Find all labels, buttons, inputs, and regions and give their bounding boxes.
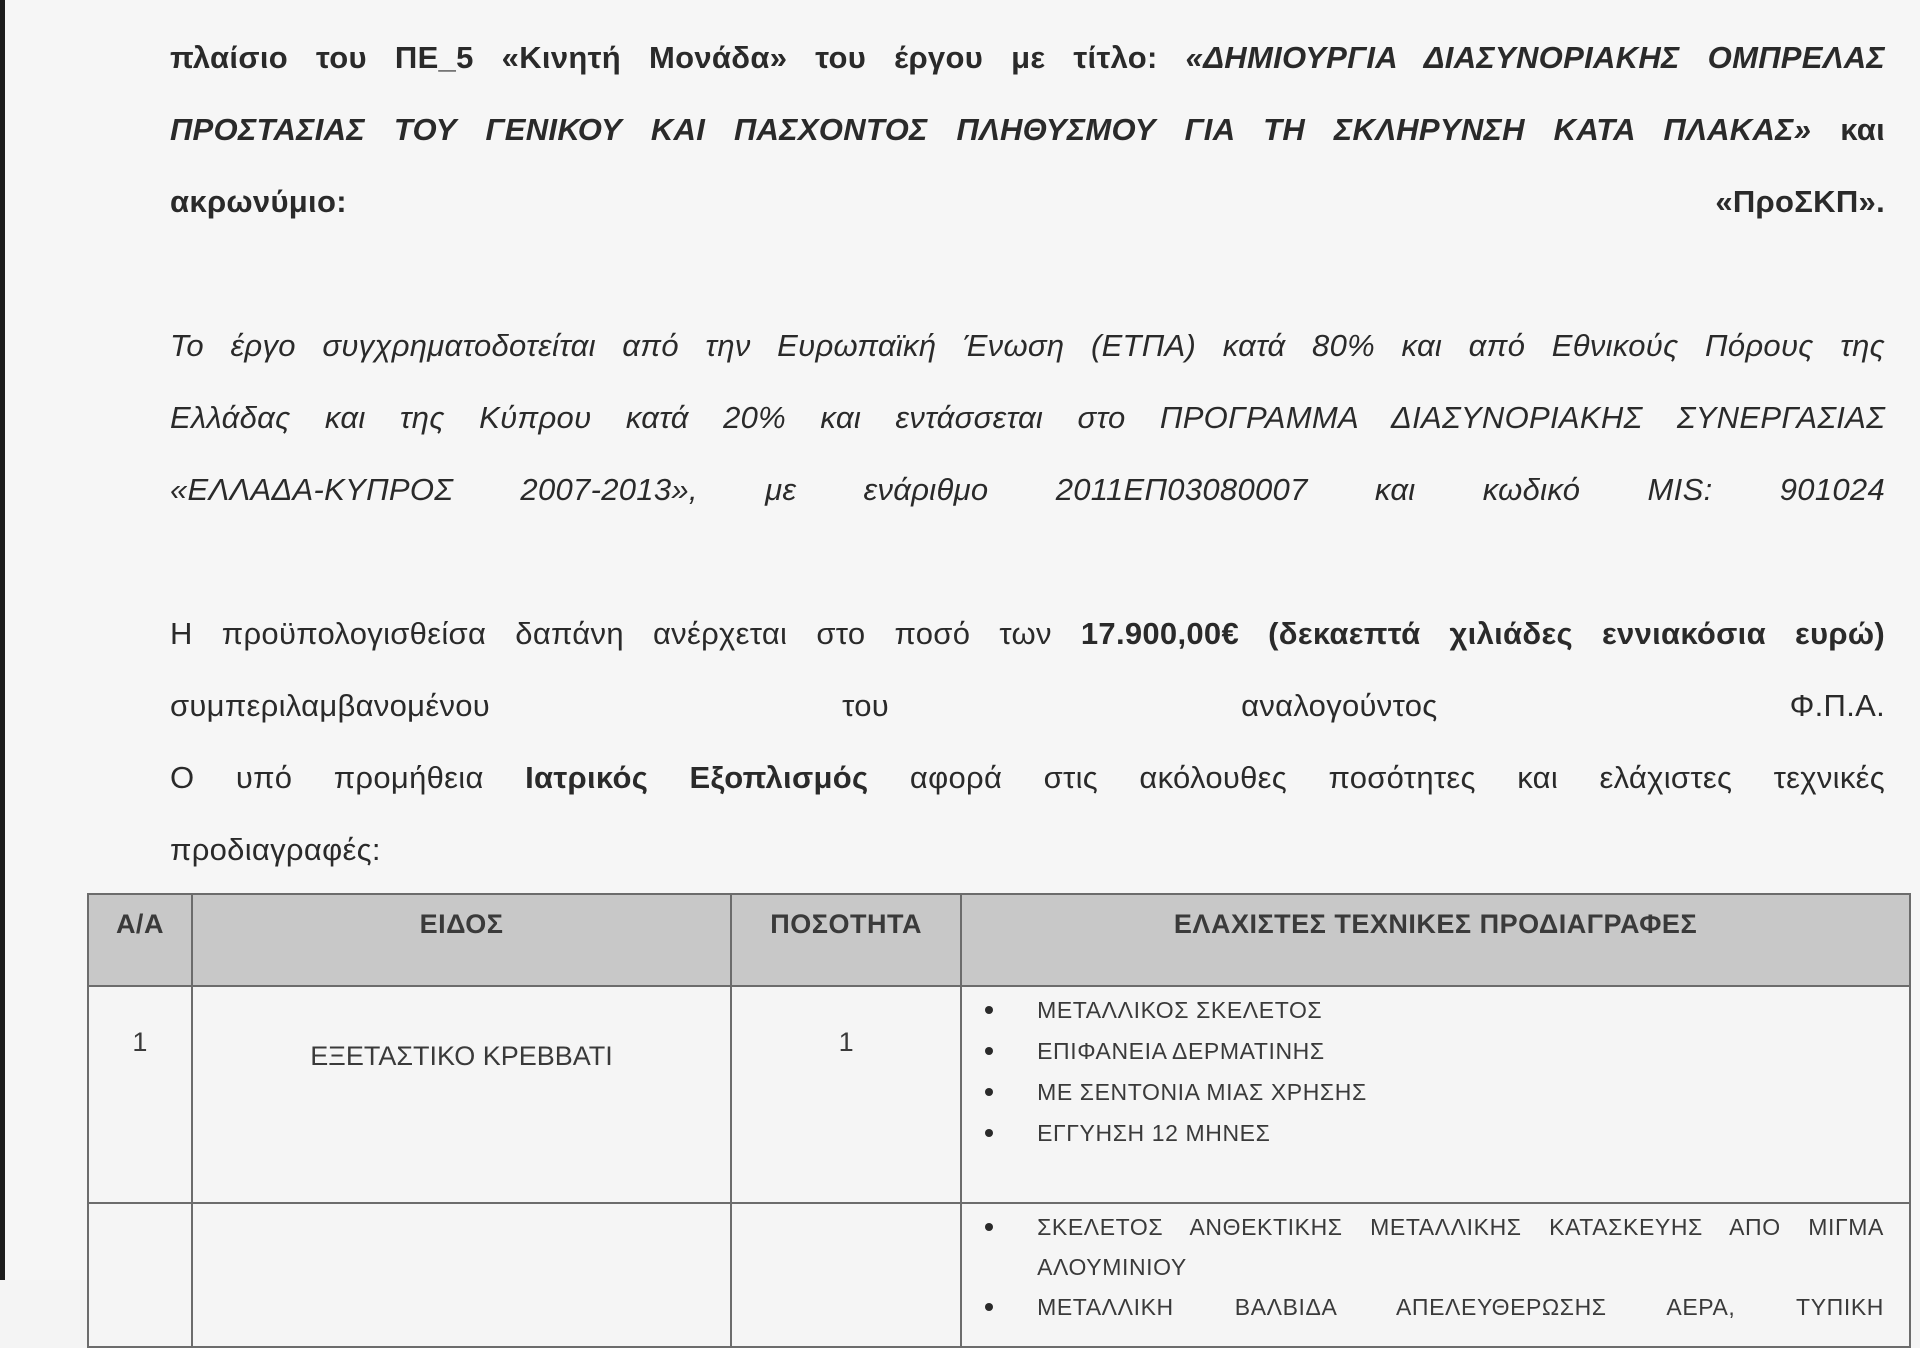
list-item: ΜΕΤΑΛΛΙΚΟΣ ΣΚΕΛΕΤΟΣ <box>981 990 1908 1031</box>
text-run: Ο υπό προμήθεια <box>170 760 484 795</box>
cell-aa <box>88 1203 192 1347</box>
budget-amount-words: (δεκαεπτά χιλιάδες εννιακόσια ευρώ) <box>1268 616 1885 651</box>
list-item-text: ΜΕΤΑΛΛΙΚΗ ΒΑΛΒΙΔΑ ΑΠΕΛΕΥΘΕΡΩΣΗΣ ΑΕΡΑ, ΤΥΠΙΚΗ <box>1037 1294 1884 1320</box>
paragraph-equipment-intro <box>170 742 1885 886</box>
paragraph-line <box>170 22 1885 94</box>
project-acronym: ακρωνύμιο: «ΠροΣΚΠ». <box>170 184 1885 219</box>
list-item: ΕΓΓΥΗΣΗ 12 ΜΗΝΕΣ <box>981 1113 1908 1154</box>
table-row <box>88 1203 1910 1347</box>
cell-aa: 1 <box>88 986 192 1203</box>
list-item: ΜΕ ΣΕΝΤΟΝΙΑ ΜΙΑΣ ΧΡΗΣΗΣ <box>981 1072 1908 1113</box>
paragraph-budget <box>170 598 1885 742</box>
list-item: ΕΠΙΦΑΝΕΙΑ ΔΕΡΜΑΤΙΝΗΣ <box>981 1031 1908 1072</box>
cell-specs <box>961 986 1910 1203</box>
text-run: πλαίσιο του ΠΕ_5 «Κινητή Μονάδα» του έργου με τίτλο: <box>170 40 1158 75</box>
paragraph-line: Το έργο συγχρηματοδοτείται από την Ευρωπαϊκή Ένωση (ΕΤΠΑ) κατά 80% και από Εθνικούς Πόρους της <box>170 328 1885 363</box>
header-posotita: ΠΟΣΟΤΗΤΑ <box>731 894 961 986</box>
paragraph-line: «ΕΛΛΑΔΑ-ΚΥΠΡΟΣ 2007-2013», με ενάριθμο 2011ΕΠ03080007 και κωδικό ΜΙS: 901024 <box>170 472 1885 507</box>
table-header-row <box>88 894 1910 986</box>
paragraph-line <box>170 166 1885 238</box>
paragraph-line <box>170 94 1885 166</box>
header-eidos: ΕΙΔΟΣ <box>192 894 731 986</box>
paragraph-project-title <box>170 22 1885 238</box>
list-item <box>981 1287 1908 1327</box>
cell-posotita: 1 <box>731 986 961 1203</box>
paragraph-funding <box>170 310 1885 526</box>
paragraph-line: προδιαγραφές: <box>170 832 381 867</box>
equipment-label: Ιατρικός Εξοπλισμός <box>525 760 869 795</box>
specifications-table <box>87 893 1911 1348</box>
cell-specs <box>961 1203 1910 1347</box>
spec-list <box>963 988 1908 1154</box>
list-item-text: ΣΚΕΛΕΤΟΣ ΑΝΘΕΚΤΙΚΗΣ ΜΕΤΑΛΛΙΚΗΣ ΚΑΤΑΣΚΕΥΗΣ ΑΠΟ ΜΙΓΜΑ ΑΛΟΥΜΙΝΙΟΥ <box>1037 1214 1884 1280</box>
paragraph-line <box>170 742 1885 814</box>
list-item <box>981 1207 1908 1287</box>
paragraph-line: Ελλάδας και της Κύπρου κατά 20% και εντάσσεται στο ΠΡΟΓΡΑΜΜΑ ΔΙΑΣΥΝΟΡΙΑΚΗΣ ΣΥΝΕΡΓΑΣΙΑΣ <box>170 400 1885 435</box>
cell-posotita <box>731 1203 961 1347</box>
text-run: αφορά στις ακόλουθες ποσότητες και ελάχιστες τεχνικές <box>909 760 1886 795</box>
project-title-end: ΠΡΟΣΤΑΣΙΑΣ ΤΟΥ ΓΕΝΙΚΟΥ ΚΑΙ ΠΑΣΧΟΝΤΟΣ ΠΛΗΘΥΣΜΟΥ ΓΙΑ ΤΗ ΣΚΛΗΡΥΝΣΗ ΚΑΤΑ ΠΛΑΚΑΣ» <box>170 112 1812 147</box>
table-row <box>88 986 1910 1203</box>
budget-amount: 17.900,00€ <box>1080 616 1240 651</box>
header-specs: ΕΛΑΧΙΣΤΕΣ ΤΕΧΝΙΚΕΣ ΠΡΟΔΙΑΓΡΑΦΕΣ <box>961 894 1910 986</box>
text-run: Η προϋπολογισθείσα δαπάνη ανέρχεται στο ποσό των <box>170 616 1052 651</box>
header-aa: Α/Α <box>88 894 192 986</box>
cell-eidos: ΕΞΕΤΑΣΤΙΚΟ ΚΡΕΒΒΑΤΙ <box>192 986 731 1203</box>
paragraph-line: συμπεριλαμβανομένου του αναλογούντος Φ.Π.Α. <box>170 688 1885 723</box>
project-title-start: «ΔΗΜΙΟΥΡΓΙΑ ΔΙΑΣΥΝΟΡΙΑΚΗΣ ΟΜΠΡΕΛΑΣ <box>1185 40 1885 75</box>
text-run: και <box>1840 112 1886 147</box>
spec-list <box>963 1205 1908 1327</box>
paragraph-line <box>170 598 1885 670</box>
cell-eidos <box>192 1203 731 1347</box>
